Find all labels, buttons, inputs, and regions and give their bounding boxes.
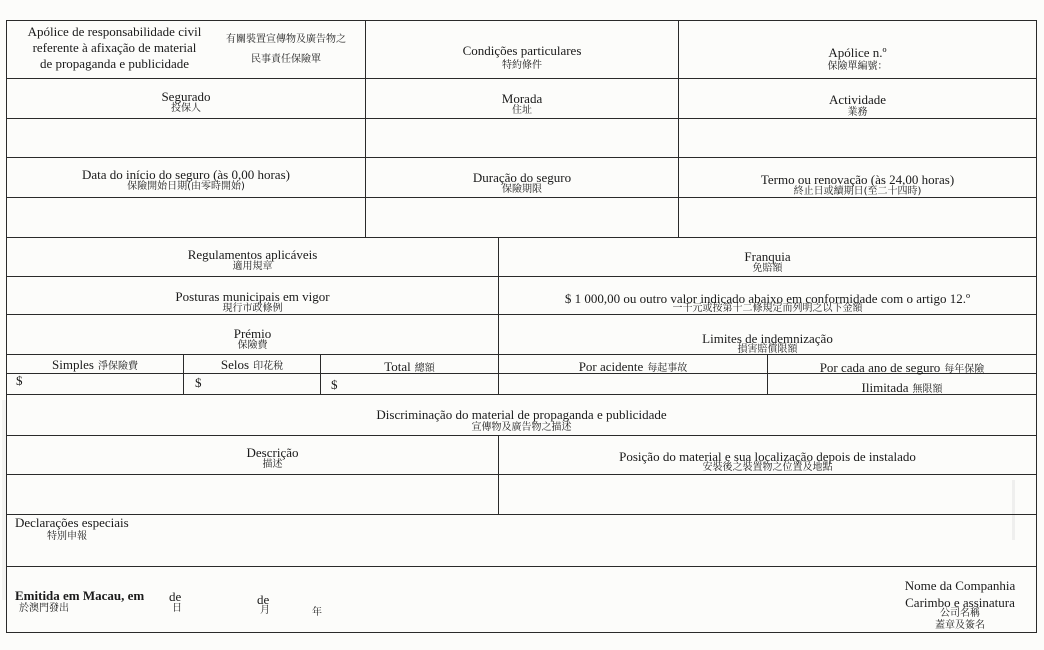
rule	[6, 276, 1036, 277]
stamp-signature-label-zh: 蓋章及簽名	[935, 620, 985, 631]
regulations-label: Regulamentos aplicáveis	[187, 247, 318, 262]
duration-label-zh: 保險期限	[502, 184, 542, 195]
activity-field[interactable]	[679, 119, 1036, 157]
franchise-label-zh: 免賠額	[752, 263, 783, 274]
simple-label-zh: 淨保險費	[97, 361, 138, 372]
total-header	[321, 359, 498, 375]
discrimination-label-zh: 宣傳物及廣告物之描述	[471, 422, 572, 433]
address-label-zh: 住址	[512, 105, 532, 116]
year-label-zh: 年	[312, 607, 322, 618]
total-label-zh: 總額	[414, 363, 435, 374]
stamps-label-zh: 印花稅	[253, 361, 284, 372]
position-label: Posição do material e sua localização depois de instalado	[619, 449, 916, 464]
rule	[6, 314, 1036, 315]
municipal-label: Posturas municipais em vigor	[175, 289, 330, 304]
simple-header	[7, 357, 183, 373]
per-year-header	[768, 360, 1036, 376]
per-accident-label-zh: 每起事故	[647, 363, 688, 374]
per-accident-label: Por acidente	[578, 359, 644, 374]
total-label: Total	[384, 359, 411, 374]
day-label-zh: 日	[172, 603, 182, 614]
policy-number-label: Apólice n.º	[828, 45, 887, 60]
conditions-label: Condições particulares	[462, 43, 582, 58]
per-year-label: Por cada ano de seguro	[819, 360, 941, 375]
start-date-field[interactable]	[7, 198, 365, 237]
per-accident-field[interactable]	[499, 374, 767, 393]
policy-title-zh-line-1: 有關裝置宣傳物及廣告物之	[226, 34, 346, 45]
rule	[6, 20, 1036, 21]
simple-amount-field[interactable]	[28, 374, 178, 393]
stamp-signature-label: Carimbo e assinatura	[905, 595, 1015, 610]
declarations-field[interactable]	[200, 515, 1030, 565]
start-date-label-zh: 保險開始日期(由零時開始)	[127, 181, 245, 192]
total-currency: $	[331, 377, 338, 392]
policy-number-label-zh: 保險單編號：	[827, 61, 888, 72]
regulations-label-zh: 適用規章	[232, 261, 273, 272]
rule	[6, 435, 1036, 436]
rule	[6, 566, 1036, 567]
per-accident-header	[499, 359, 767, 375]
month-label-zh: 月	[260, 605, 270, 616]
simple-label: Simples	[52, 357, 94, 372]
discrimination-label: Discriminação do material de propaganda e publicidade	[376, 407, 667, 422]
activity-label-zh: 業務	[847, 107, 868, 118]
conditions-label-zh: 特約條件	[502, 60, 542, 71]
declarations-label: Declarações especiais	[15, 515, 129, 530]
insured-field[interactable]	[7, 119, 365, 157]
insured-label-zh: 投保人	[171, 103, 201, 114]
stamps-header	[184, 357, 320, 373]
position-field[interactable]	[499, 475, 1036, 514]
duration-field[interactable]	[366, 198, 678, 237]
unlimited-label: Ilimitada	[861, 380, 909, 395]
issued-label-zh: 於澳門發出	[19, 603, 69, 614]
franchise-value-zh: 一千元或按第十二條規定而列明之以下金額	[672, 303, 863, 314]
rule	[6, 157, 1036, 158]
total-amount-field[interactable]	[343, 374, 493, 393]
company-name-label: Nome da Companhia	[904, 578, 1016, 593]
description-field[interactable]	[7, 475, 498, 514]
premium-label: Prémio	[233, 326, 272, 341]
activity-label: Actividade	[828, 92, 887, 107]
start-date-label: Data do início do seguro (às 0,00 horas)	[82, 167, 290, 182]
description-label: Descrição	[246, 445, 299, 460]
de-label-1: de	[169, 589, 182, 604]
address-field[interactable]	[366, 119, 678, 157]
limits-label-zh: 損害賠償限額	[737, 344, 798, 355]
unlimited-label-zh: 無限額	[912, 384, 943, 395]
franchise-value: $ 1 000,00 ou outro valor indicado abaixo em conformidade com o artigo 12.º	[564, 291, 971, 306]
rule	[6, 632, 1036, 633]
position-label-zh: 安裝後之裝置物之位置及地點	[702, 462, 833, 473]
simple-currency: $	[16, 373, 23, 388]
franchise-label: Franquia	[744, 249, 791, 264]
rule	[1036, 20, 1037, 633]
stamps-amount-field[interactable]	[207, 374, 317, 393]
insured-label: Segurado	[161, 89, 211, 104]
premium-label-zh: 保險費	[237, 340, 268, 351]
company-name-label-zh: 公司名稱	[940, 608, 980, 619]
de-label-2: de	[257, 592, 270, 607]
term-field[interactable]	[679, 198, 1036, 237]
description-label-zh: 描述	[262, 459, 283, 470]
term-label: Termo ou renovação (às 24,00 horas)	[760, 172, 955, 187]
policy-title-line-2: referente à afixação de material	[32, 40, 197, 55]
duration-label: Duração do seguro	[472, 170, 572, 185]
address-label: Morada	[501, 91, 543, 106]
rule	[6, 78, 1036, 79]
rule	[6, 237, 1036, 238]
per-year-label-zh: 每年保險	[944, 364, 985, 375]
policy-title-line-3: de propaganda e publicidade	[39, 56, 190, 71]
issued-label: Emitida em Macau, em	[15, 588, 145, 603]
policy-title-zh-line-2: 民事責任保險單	[251, 54, 321, 65]
term-label-zh: 終止日或續期日(至二十四時)	[793, 186, 922, 197]
limits-label: Limites de indemnização	[702, 331, 833, 346]
stamps-label: Selos	[220, 357, 250, 372]
stamps-currency: $	[195, 375, 202, 390]
declarations-label-zh: 特別申報	[47, 531, 87, 542]
municipal-label-zh: 現行市政條例	[222, 303, 283, 314]
unlimited-value	[768, 380, 1036, 396]
policy-title-line-1: Apólice de responsabilidade civil	[27, 24, 202, 39]
